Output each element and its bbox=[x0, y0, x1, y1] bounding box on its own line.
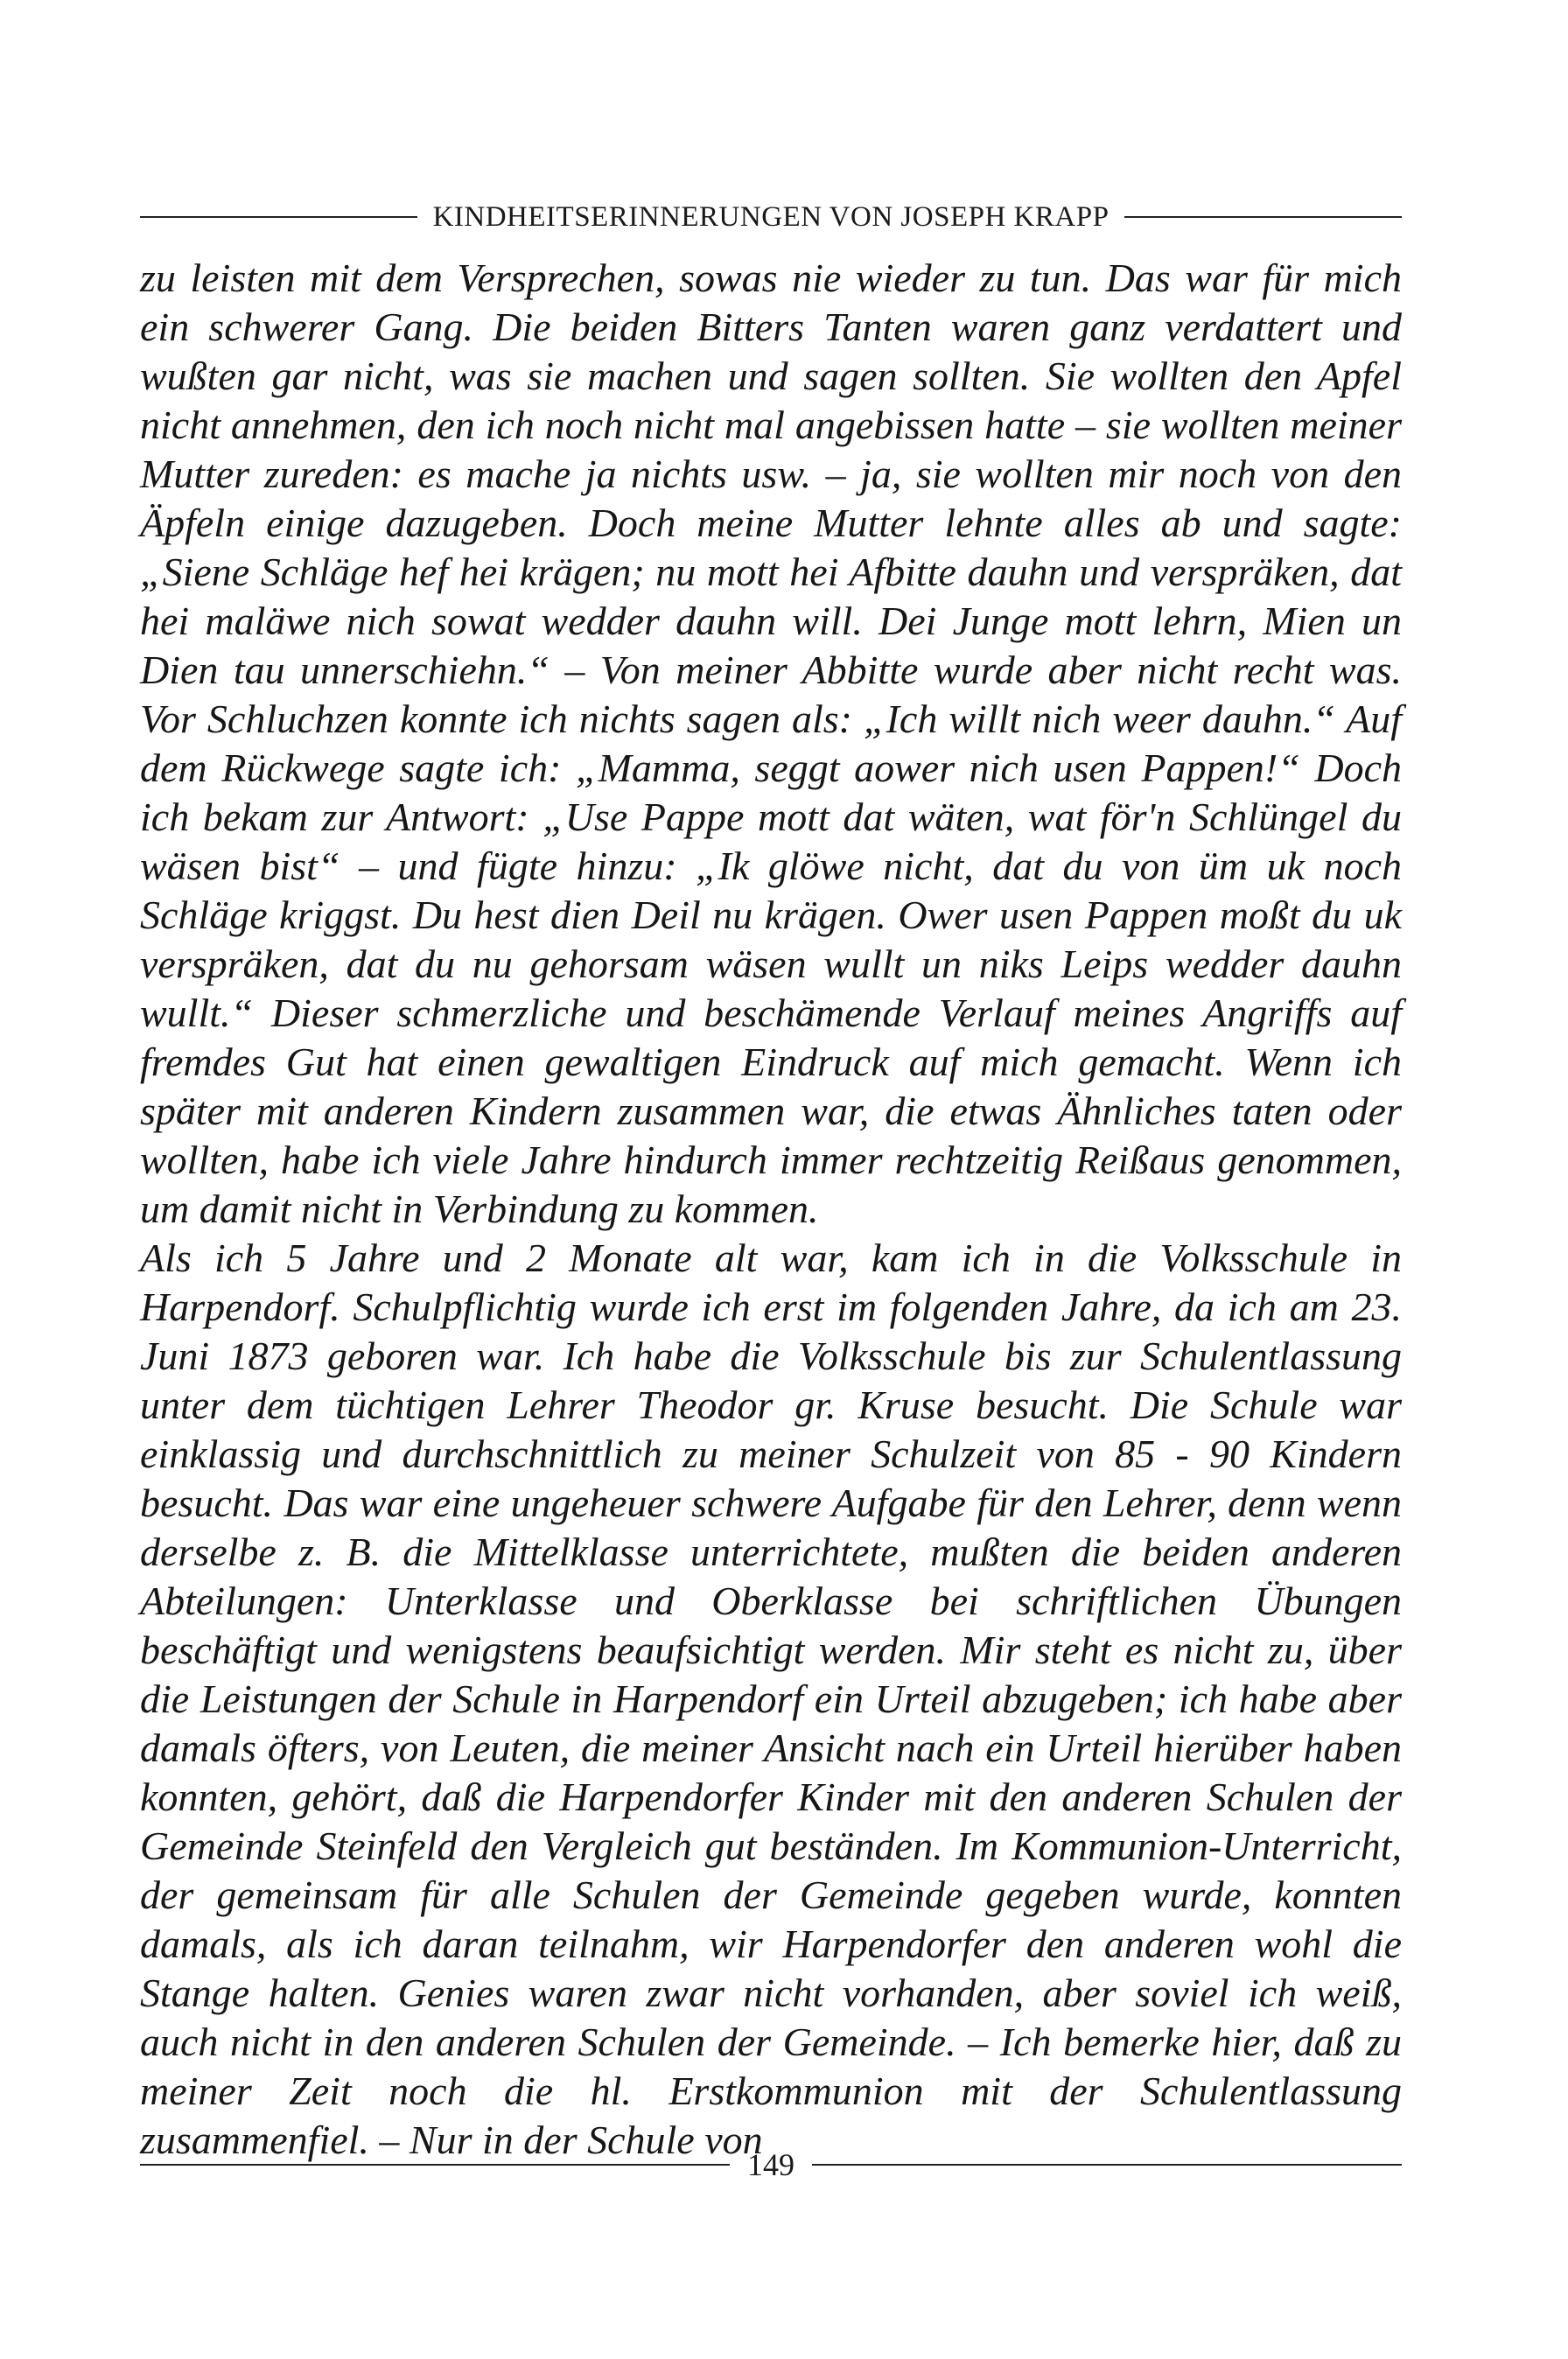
page-number: 149 bbox=[747, 2147, 794, 2182]
header-rule-left bbox=[140, 216, 417, 218]
main-text bbox=[140, 254, 1402, 2165]
page-footer bbox=[140, 2138, 1402, 2191]
running-header-title: KINDHEITSERINNERUNGEN VON JOSEPH KRAPP bbox=[432, 200, 1110, 233]
paragraph-1: zu leisten mit dem Versprechen, sowas nie wieder zu tun. Das war für mich ein schwerer Gang. Die beiden Bitters Tanten waren ganz verdattert und wußten gar nicht, was sie machen und sagen sollten. Sie wollten den Apfel nicht annehmen, den ich noch nicht mal angebissen hatte – sie wollten meiner Mutter zureden: es mache ja nichts usw. – ja, sie wollten mir noch von den Äpfeln einige dazugeben. Doch meine Mutter lehnte alles ab und sagte: „Siene Schläge hef hei krägen; nu mott hei Afbitte dauhn und verspräken, dat hei maläwe nich sowat wedder dauhn will. Dei Junge mott lehrn, Mien un Dien tau unnerschiehn.“ – Von meiner Abbitte wurde aber nicht recht was. Vor Schluchzen konnte ich nichts sagen als: „Ich willt nich weer dauhn.“ Auf dem Rückwege sagte ich: „Mamma, seggt aower nich usen Pappen!“ Doch ich bekam zur Antwort: „Use Pappe mott dat wäten, wat för'n Schlüngel du wäsen bist“ – und fügte hinzu: „Ik glöwe nicht, dat du von üm uk noch Schläge kriggst. Du hest dien Deil nu krägen. Ower usen Pappen moßt du uk verspräken, dat du nu gehorsam wäsen wullt un niks Leips wedder dauhn wullt.“ Dieser schmerzliche und beschämende Verlauf meines Angriffs auf fremdes Gut hat einen gewaltigen Eindruck auf mich gemacht. Wenn ich später mit anderen Kindern zusammen war, die etwas Ähnliches taten oder wollten, habe ich viele Jahre hindurch immer rechtzeitig Reißaus genommen, um damit nicht in Verbindung zu kommen. bbox=[140, 256, 1402, 1231]
paragraph-2: Als ich 5 Jahre und 2 Monate alt war, kam ich in die Volksschule in Harpendorf. Schulpflichtig wurde ich erst im folgenden Jahre, da ich am 23. Juni 1873 geboren war. Ich habe die Volksschule bis zur Schulentlassung unter dem tüchtigen Lehrer Theodor gr. Kruse besucht. Die Schule war einklassig und durchschnittlich zu meiner Schulzeit von 85 - 90 Kindern besucht. Das war eine ungeheuer schwere Aufgabe für den Lehrer, denn wenn derselbe z. B. die Mittelklasse unterrichtete, mußten die beiden anderen Abteilungen: Unterklasse und Oberklasse bei schriftlichen Übungen beschäftigt und wenigstens beaufsichtigt werden. Mir steht es nicht zu, über die Leistungen der Schule in Harpendorf ein Urteil abzugeben; ich habe aber damals öfters, von Leuten, die meiner Ansicht nach ein Urteil hierüber haben konnten, gehört, daß die Harpendorfer Kinder mit den anderen Schulen der Gemeinde Steinfeld den Vergleich gut beständen. Im Kommunion-Unterricht, der gemeinsam für alle Schulen der Gemeinde gegeben wurde, konnten damals, als ich daran teilnahm, wir Harpendorfer den anderen wohl die Stange halten. Genies waren zwar nicht vorhanden, aber soviel ich weiß, auch nicht in den anderen Schulen der Gemeinde. – Ich bemerke hier, daß zu meiner Zeit noch die hl. Erstkommunion mit der Schulentlassung zusammenfiel. – Nur in der Schule von bbox=[140, 1236, 1402, 2162]
footer-rule-left bbox=[140, 2164, 730, 2166]
header-rule-right bbox=[1124, 216, 1402, 218]
running-header bbox=[140, 191, 1402, 243]
footer-rule-right bbox=[812, 2164, 1402, 2166]
